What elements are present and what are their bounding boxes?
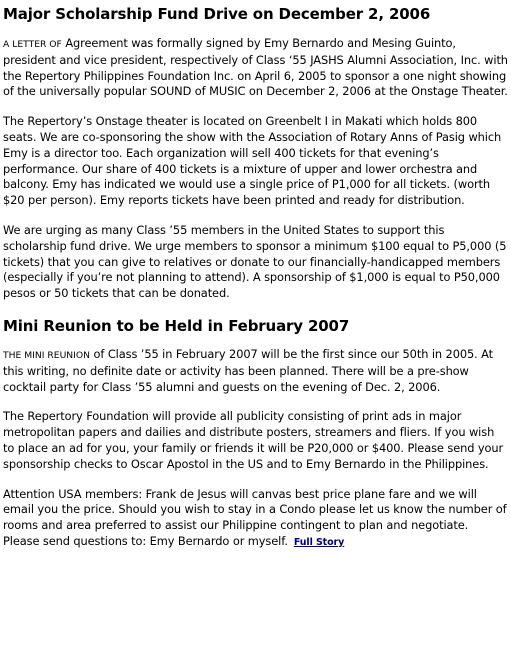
article-paragraph — [3, 347, 508, 395]
paragraph-text: Attention USA members: Frank de Jesus will canvas best price plane fare and we will email you the price. Should you wish to stay in a Condo please let us know the number of rooms and area preferred to assist our Philippine contingent to plan and negotiate. Please send questions to: Emy Bernardo or myself. — [3, 486, 507, 548]
lead-caps: A LETTER OF — [3, 39, 62, 50]
paragraph-text: of Class ’55 in February 2007 will be the first since our 50th in 2005. At this writing, no definite date or activity has been planned. There will be a pre-show cocktail party for Class ’55 alumni and guests on the evening of Dec. 2, 2006. — [3, 346, 494, 394]
article-paragraph: We are urging as many Class ’55 members in the United States to support this scholarship fund drive. We urge members to sponsor a minimum $100 equal to P5,000 (5 tickets) that you can give to relatives or donate to our financially-handicapped members (especially if you’re not planning to attend). A sponsorship of $1,000 is equal to P50,000 pesos or 50 tickets that can be donated. — [3, 222, 507, 301]
full-story-link[interactable]: Full Story — [293, 536, 345, 548]
paragraph-text: Agreement was formally signed by Emy Bernardo and Mesing Guinto, president and vice president, respectively of Class ‘55 JASHS Alumni Association, Inc. with the Repertory Philippines Foundation Inc. on April 6, 2005 to sponsor a one night showing of the universally popular SOUND of MUSIC on December 2, 2006 at the Onstage Theater. — [3, 36, 508, 99]
article-title-mini-reunion: Mini Reunion to be Held in February 2007 — [3, 316, 350, 335]
lead-caps: THE MINI REUNION — [3, 349, 90, 361]
article-paragraph: The Repertory Foundation will provide all publicity consisting of print ads in major metropolitan papers and dailies and distribute posters, streamers and fliers. If you wish to place an ad for you, your family or friends it will be P20,000 or $400. Please send your sponsorship checks to Oscar Apostol in the US and to Emy Bernardo in the Philippines. — [3, 409, 504, 471]
article-paragraph: The Repertory’s Onstage theater is located on Greenbelt I in Makati which holds 800 seats. We are co-sponsoring the show with the Association of Rotary Anns of Pasig which Emy is a director too. Each organization will sell 400 tickets for that evening’s performance. Our share of 400 tickets is a mixture of upper and lower orchestra and balcony. Emy has indicated we would use a single price of P1,000 for all tickets. (worth $20 per person). Emy reports tickets have been printed and ready for distribution. — [3, 114, 502, 208]
article-title-scholarship: Major Scholarship Fund Drive on December 2, 2006 — [3, 5, 431, 23]
article-paragraph — [3, 36, 508, 100]
article-paragraph — [3, 487, 508, 551]
